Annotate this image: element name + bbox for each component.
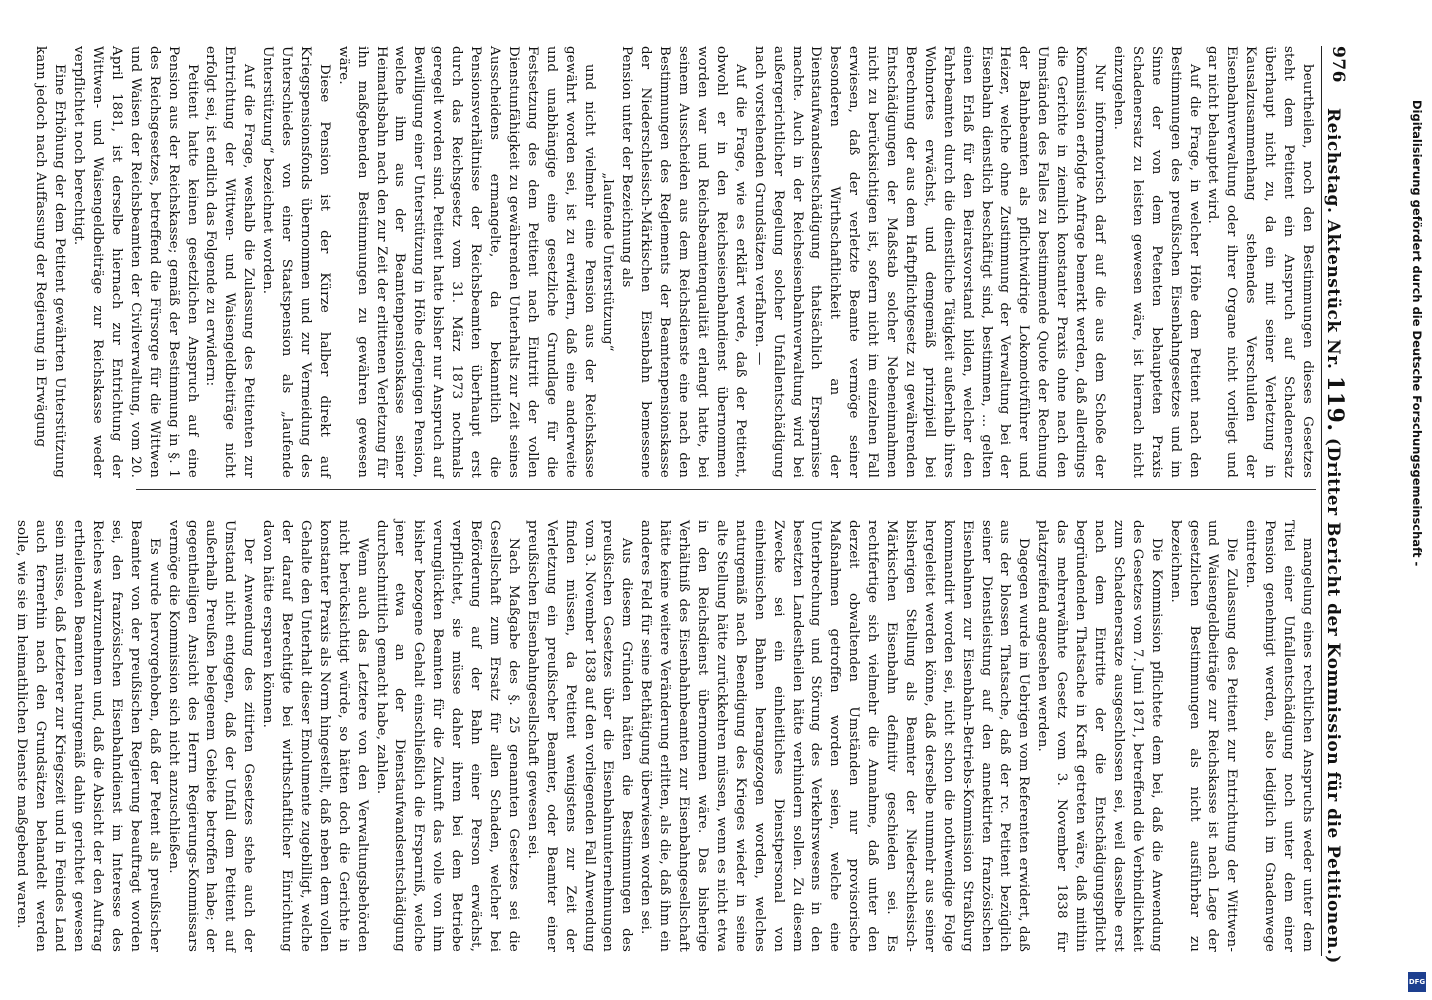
paragraph: Auf die Frage, in welcher Höhe dem Petitent nach den Bestimmungen des preußischen Eisenbahngesetzes und im Sinne der von dem Petenten behaupteten Praxis Schadenersatz zu leisten gewesen wäre, ist hiernach nicht einzugehen. — [1110, 46, 1202, 478]
paragraph: Der Anwendung des zitirten Gesetzes stehe auch der Umstand nicht entgegen, daß der Unfall dem Petitent auf außerhalb Preußen belegenem Gebiete betroffen habe; der gegentheiligen Ansicht des Herrn Regierungs-Kommissars vermöge die Kommission sich nicht anzuschließen. — [165, 520, 257, 952]
title-number: 119. — [1322, 375, 1348, 432]
paragraph: beurtheilen, noch den Bestimmungen dieses Gesetzes steht dem Petitent ein Anspruch auf Schadenersatz überhaupt nicht zu, da ein mit seiner Verletzung in Kausalzusammenhang stehendes Verschulden der Eisenbahnverwaltung oder ihrer Organe nicht vorliegt und gar nicht behauptet wird. — [1205, 46, 1315, 478]
paragraph: Eine Erhöhung der dem Petitent gewährten Unterstützung kann jedoch nach Auffassung der Regierung in Erwägung — [33, 46, 68, 478]
credit-text: Digitalisierung gefördert durch die Deutsche Forschungsgemeinschaft - — [1410, 100, 1424, 567]
paragraph: Es wurde hervorgehoben, daß der Petent als preußischer Beamter von der preußischen Regierung beauftragt worden sei, den französischen Eisenbahndienst im Interesse des Reiches wahrzunehmen und, daß die Absicht der den Auftrag ertheilenden Beamten naturgemäß dahin gerichtet gewesen sein müsse, daß Letzterer zur Kriegszeit und in Feindes Land auch fernerhin nach den Grundsätzen behandelt werden solle, wie sie im heimathlichen Dienste maßgebend waren. — [14, 520, 162, 952]
paragraph: Diese Pension ist der Kürze halber direkt auf Kriegspensionsfonds übernommen und zur Vermeidung des Unterschiedes von einer Staatspension als „laufende Unterstützung“ bezeichnet worden. — [260, 46, 332, 478]
right-column — [11, 520, 1316, 952]
paragraph: Nur informatorisch darf auf die aus dem Schoße der Kommission erfolgte Anfrage bemerkt werden, daß allerdings die Gerichte in ziemlich konstanter Praxis ohne nach den Umständen des Falles zu bestimmende Quote der Rechnung der Bahnbeamten als pflichtwidrige Lokomotivführer und Heizer, welche ohne Zustimmung der Verwaltung bei der Eisenbahn dienstlich beschäftigt sind, bestimmen, ... gelten einen Erlaß für den Beiratsvorstand bilden, welcher den Fahrbeamten durch die dienstliche Tätigkeit außerhalb ihres Wohnortes erwächst, und demgemäß prinzipiell bei Berechnung der aus dem Haftpflichtgesetz zu gewährenden Entschädigungen der Maßstab solcher Nebeneinnahmen nicht zu berücksichtigen ist, sofern nicht im einzelnen Fall erwiesen, daß der verletzte Beamte vermöge seiner besonderen Wirthschaftlichkeit an der Dienstaufwandsentschädigung thatsächlich Ersparnisse machte. Auch in der Reichseisenbahnverwaltung wird bei außergerichtlicher Regelung solcher Unfallentschädigung nach vorstehenden Grundsätzen verfahren. — — [751, 46, 1108, 478]
paragraph: und nicht vielmehr eine Pension aus der Reichskasse gewährt worden sei, ist zu erwidern, daß eine anderweite und unabhängige eine gesetzliche Grundlage für die Festsetzung des dem Petitent nach Eintritt der vollen Dienstunfähigkeit zu gewährenden Unterhalts zur Zeit seines Ausscheidens ermangelte, da bekanntlich die Pensionsverhältnisse der Reichsbeamten überhaupt erst durch das Reichsgesetz vom 31. März 1873 nochmals geregelt worden sind. Petitent hatte bisher nur Anspruch auf Bewilligung einer Unterstützung in Höhe derjenigen Pension, welche ihm aus der Beamtenpensionskasse seiner Heimathsbahn nach den zur Zeit der erlittenen Verletzung für ihn maßgebenden Bestimmungen zu gewähren gewesen wäre. — [335, 46, 597, 478]
paragraph: Wenn auch das Letztere von den Verwaltungsbehörden nicht berücksichtigt würde, so hätten doch die Gerichte in konstanter Praxis als Norm hingestellt, daß neben dem vollen Gehalte den Unterhalt dieser Emolumente zugebilligt, welche der darauf Berechtigte bei wirthschaftlicher Einrichtung davon hätte ersparen können. — [260, 520, 370, 952]
dfg-logo: DFG — [1408, 972, 1426, 992]
paragraph: „laufende Unterstützung“ — [600, 172, 616, 352]
page-title — [1322, 108, 1348, 964]
title-suffix: (Dritter Bericht der Kommission für die Petitionen.) — [1323, 437, 1343, 964]
paragraph: Nach Maßgabe des §. 25 genannten Gesetzes sei die Gesellschaft zum Ersatz für allen Schaden, welcher bei Beförderung auf der Bahn einer Person erwächst, verpflichtet, sie müsse daher ihrem bei dem Betriebe verunglückten Beamten für die Zukunft das volle von ihm bisher bezogene Gehalt einschließlich die Ersparniß, welche jener etwa an der Dienstaufwandsentschädigung durchschnittlich gemacht habe, zahlen. — [373, 520, 521, 952]
page-header — [1321, 46, 1350, 964]
paragraph: Auf die Frage, weshalb die Zulassung des Petitenten zur Entrichtung der Wittwen- und Waisengeldbeiträge nicht erfolgt sei, ist endlich das Folgende zu erwidern: — [203, 46, 257, 478]
paragraph: Auf die Frage, wie es erklärt werde, daß der Petitent, obwohl er in den Reichseisenbahndienst übernommen worden war und Reichsbeamtenqualität erlangt hatte, bei seinem Ausscheiden aus dem Reichsdienste eine nach den Bestimmungen des Reglements der Beamtenpensionskasse der Niederschlesisch-Märkischen Eisenbahn bemessene Pension unter der Bezeichnung als — [619, 46, 748, 478]
paragraph: Die Zulassung des Petitent zur Entrichtung der Wittwen- und Waisengeldbeiträge zur Reichskasse ist nach Lage der gesetzlichen Bestimmungen als nicht ausführbar zu bezeichnen. — [1167, 520, 1240, 952]
paragraph: Aus diesem Gründen hätten die Bestimmungen des preußischen Gesetzes über die Eisenbahnunternehmungen vom 3. November 1838 auf den vorliegenden Fall Anwendung finden müssen, da Petitent wenigstens zur Zeit der Verletzung ein preußischer Beamter, oder Beamter einer preußischen Eisenbahngesellschaft gewesen sei. — [524, 520, 635, 952]
title-prefix: Reichstag. Aktenstück Nr. — [1323, 108, 1343, 376]
paragraph: Dagegen wurde im Uebrigen vom Referenten erwidert, daß aus der blossen Thatsache, daß der rc. Petitent bezüglich seiner Dienstleistung auf den annektirten französischen Eisenbahnen zur Eisenbahn-Betriebs-Kommission Straßburg kommandirt worden sei, nicht schon die nothwendige Folge hergeleitet werden könne, daß derselbe nunmehr aus seiner bisherigen Stellung als Beamter der Niederschlesisch-Märkischen Eisenbahn definitiv geschieden sei. Es rechtfertige sich vielmehr die Annahme, daß unter den derzeit obwaltenden Umständen nur provisorische Maßnahmen getroffen worden seien, welche eine Unterbrechung und Störung des Verkehrswesens in den besetzten Landestheilen hätte verhindern sollen. Zu diesem Zwecke sei ein einheitliches Dienstpersonal von einheimischen Bahnen herangezogen worden, welches naturgemäß nach Beendigung des Krieges wieder in seine alte Stellung hätte zurückkehren müssen, wenn es nicht etwa in den Reichsdienst übernommen wäre. Das bisherige Verhältniß des Eisenbahnbeamten zur Eisenbahngesellschaft hätte keine weitere Veränderung erlitten, als die, daß ihm ein anderes Feld für seine Bethätigung überwiesen worden sei. — [638, 520, 1032, 952]
paragraph: mangelung eines rechtlichen Anspruchs weder unter dem Titel einer Unfallentschädigung noch unter dem einer Pension genehmigt werden, also lediglich im Gnadenwege eintreten. — [1243, 520, 1315, 952]
paragraph: Die Kommission pflichtete dem bei, daß die Anwendung des Gesetzes vom 7. Juni 1871, betreffend die Verbindlichkeit zum Schadenersatze ausgeschlossen sei, weil dasselbe erst nach dem Eintritte der die Entschädigungspflicht begründenden Thatsache in Kraft getreten wäre, daß mithin das mehrerwähnte Gesetz vom 3. November 1838 für platzgreifend angesehen werden. — [1035, 520, 1164, 952]
column-divider — [136, 489, 1316, 490]
paragraph: Petitent hatte keinen gesetzlichen Anspruch auf eine Pension aus der Reichskasse; gemäß der Bestimmung in §. 1 des Reichsgesetzes, betreffend die Fürsorge für die Wittwen und Waisen der Reichsbeamten der Civilverwaltung, vom 20. April 1881, ist derselbe hiernach zur Entrichtung der Wittwen- und Waisengeldbeiträge zur Reichskasse weder verpflichtet noch berechtigt. — [71, 46, 200, 478]
page-number: 976 — [1328, 46, 1348, 83]
digitization-credit — [1404, 100, 1428, 1000]
left-column — [30, 46, 1316, 478]
